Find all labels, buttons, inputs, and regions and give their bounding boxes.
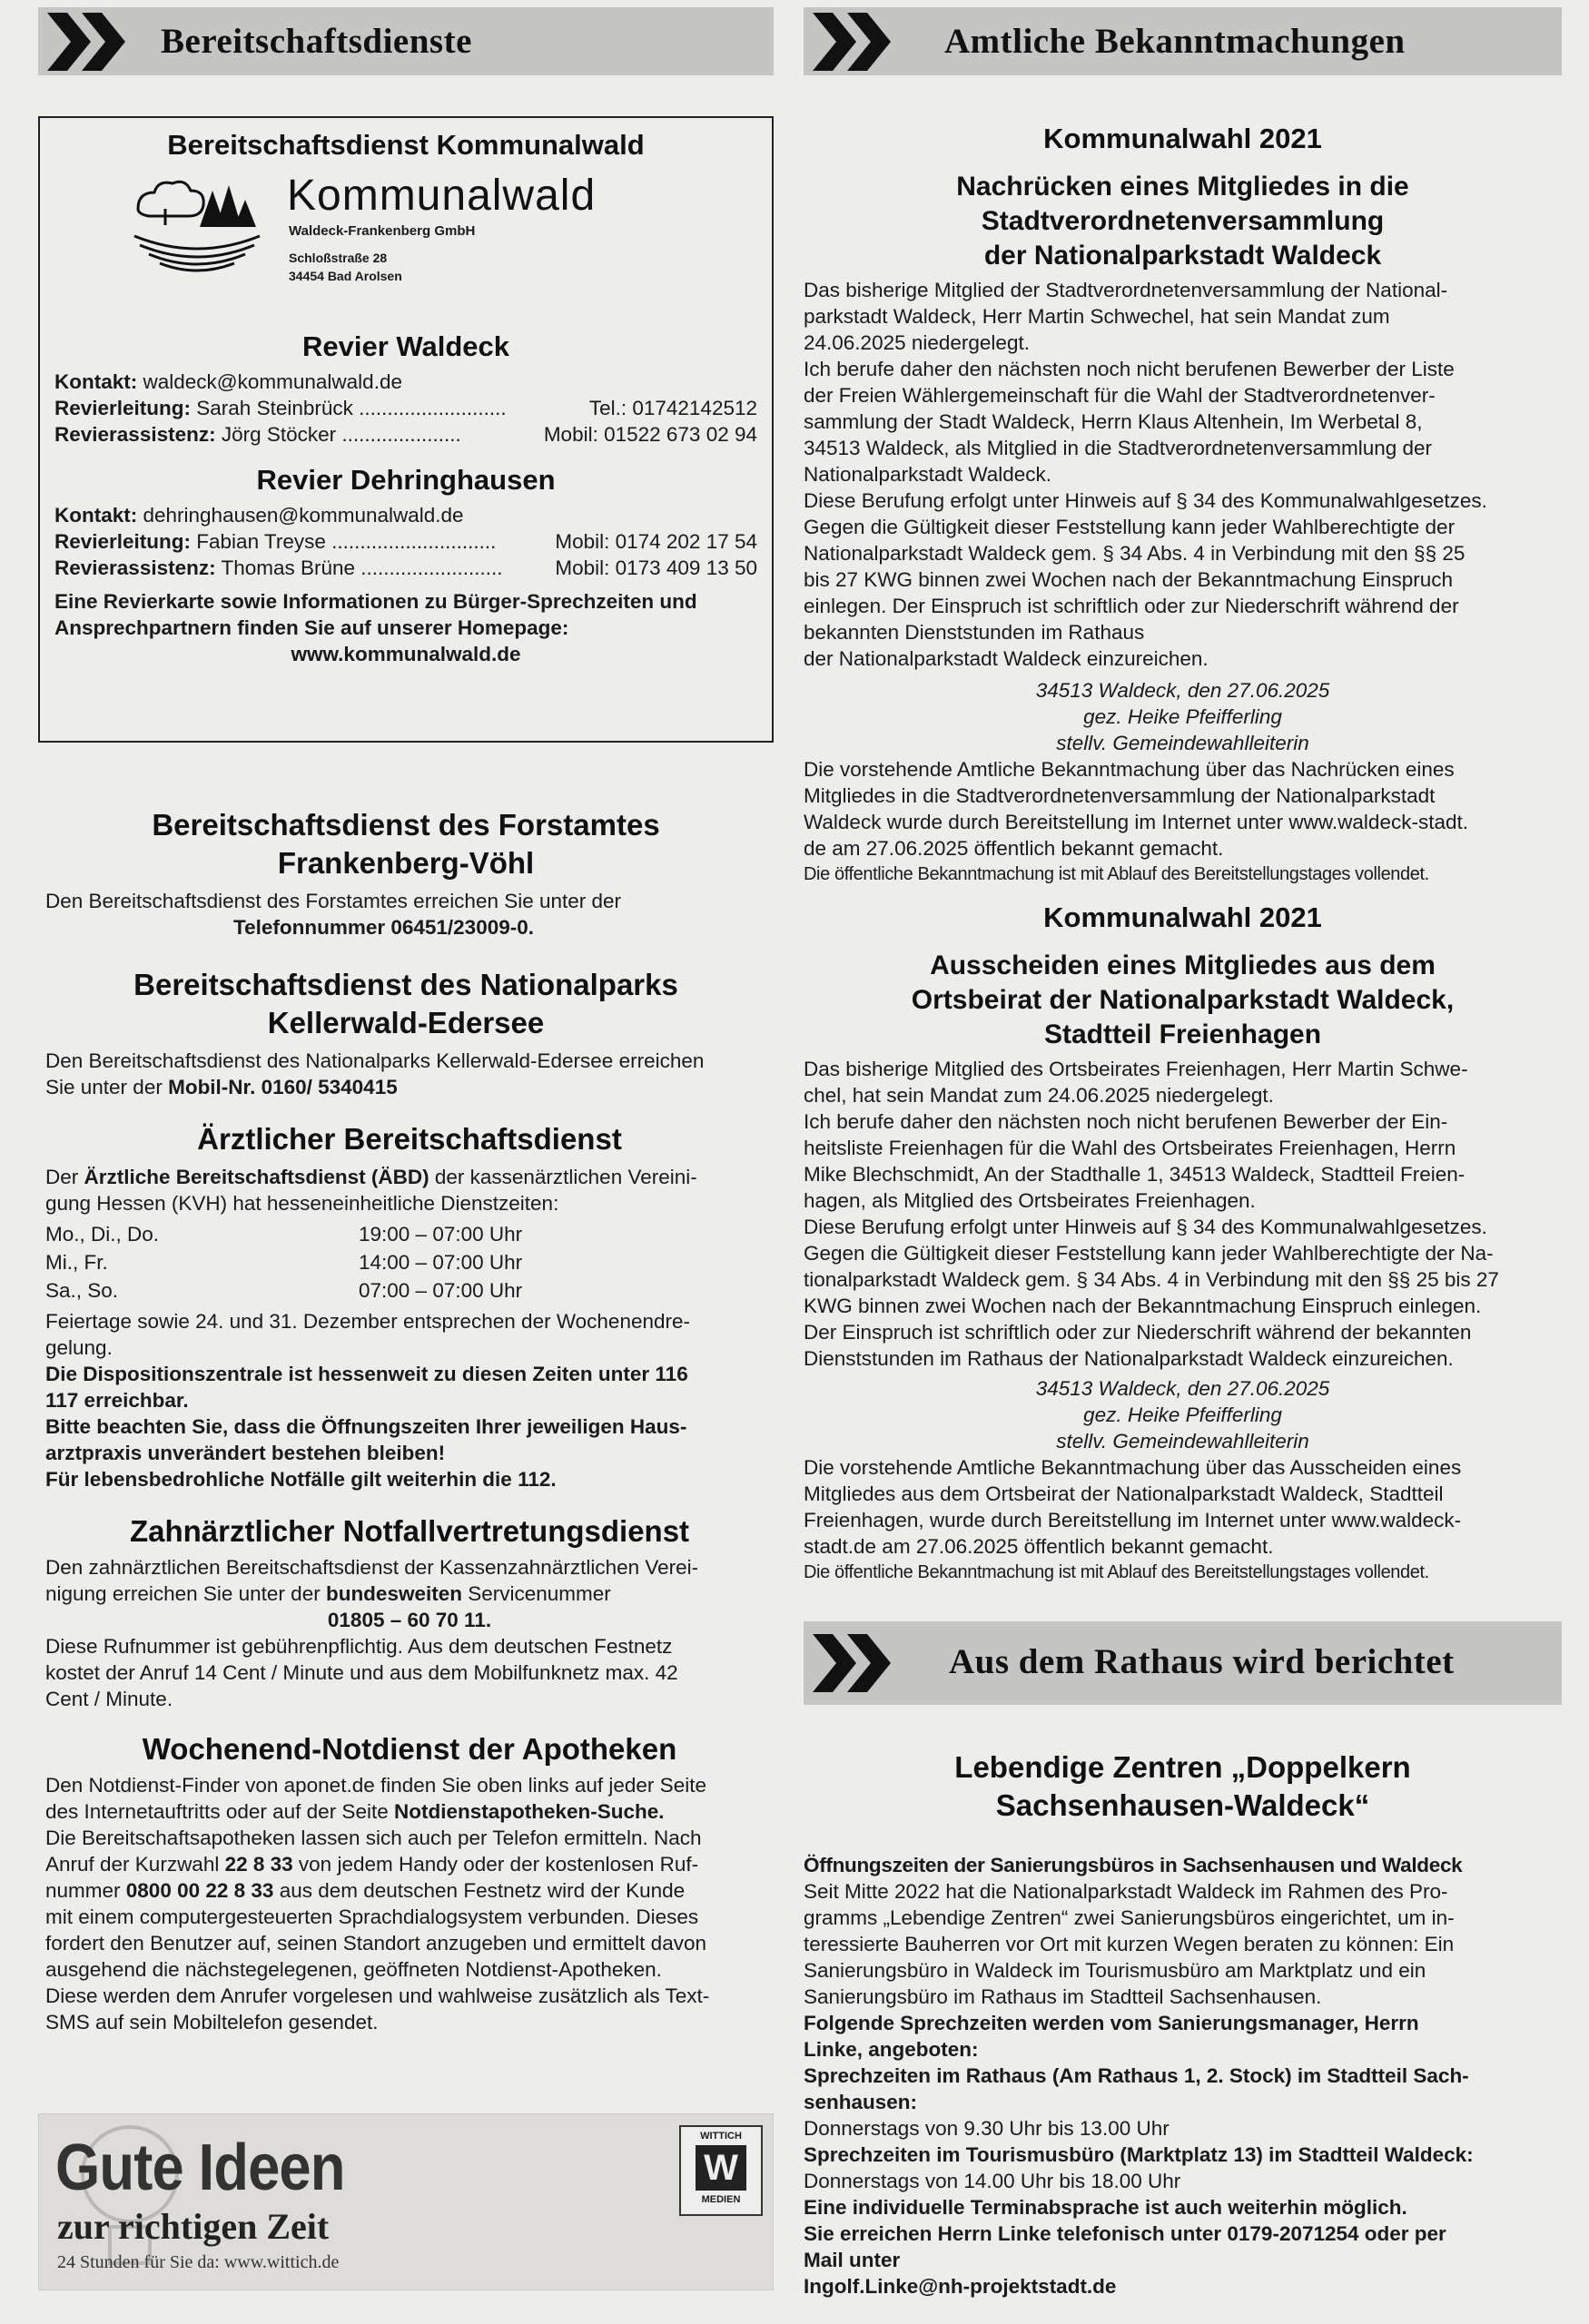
wittich-logo: WITTICH W MEDIEN xyxy=(679,2125,763,2216)
right-column xyxy=(804,7,1562,2299)
arzt-bold-2: 117 erreichbar. xyxy=(45,1389,189,1412)
body-line: Gegen die Gültigkeit dieser Feststellung kann jeder Wahlberechtigte der xyxy=(804,516,1456,538)
apo-line-8: ausgehend die nächstegelegenen, geöffneten Notdienst-Apotheken. xyxy=(45,1958,662,1981)
announcement-publication-note xyxy=(804,756,1562,862)
headline-3: Stadtteil Freienhagen xyxy=(1043,1019,1322,1049)
heading-arzt: Ärztlicher Bereitschaftsdienst xyxy=(197,1122,622,1156)
revier-dehringhausen-lead: Revierleitung: Fabian Treyse ............................. Mobil: 0174 202 17 54 xyxy=(54,530,757,553)
body-line: de am 27.06.2025 öffentlich bekannt gemacht. xyxy=(804,837,1224,860)
body-line: Waldeck wurde durch Bereitstellung im Internet unter www.waldeck-stadt. xyxy=(804,811,1468,833)
signature-role: stellv. Gemeindewahlleiterin xyxy=(1056,732,1309,754)
forest-logo-icon xyxy=(129,172,265,290)
body-line: hagen, als Mitglied des Ortsbeirates Freienhagen. xyxy=(804,1189,1256,1212)
body-line: chel, hat sein Mandat zum 24.06.2025 niedergelegt. xyxy=(804,1084,1274,1107)
headline-1: Ausscheiden eines Mitgliedes aus dem xyxy=(930,950,1436,980)
article-bold-3: Sprechzeiten im Rathaus (Am Rathaus 1, 2. Stock) im Stadtteil Sach- xyxy=(804,2064,1469,2087)
body-line: Freienhagen, wurde durch Bereitstellung im Internet unter www.waldeck- xyxy=(804,1509,1462,1531)
announcement-ausscheiden xyxy=(804,900,1562,1585)
body-line: Ich berufe daher den nächsten noch nicht berufenen Bewerber der Liste xyxy=(804,358,1455,380)
logo-subtitle: Waldeck-Frankenberg GmbH xyxy=(289,223,476,239)
signature-role: stellv. Gemeindewahlleiterin xyxy=(1056,1430,1309,1452)
body-line: Die vorstehende Amtliche Bekanntmachung über das Ausscheiden eines xyxy=(804,1456,1462,1479)
heading-nationalpark-2: Kellerwald-Edersee xyxy=(267,1006,545,1039)
heading-nationalpark-1: Bereitschaftsdienst des Nationalparks xyxy=(133,968,678,1001)
signature-name: gez. Heike Pfeifferling xyxy=(1083,705,1282,728)
ad-headline: Gute Ideen xyxy=(55,2132,345,2204)
times-days: Mi., Fr. xyxy=(45,1251,108,1274)
body-line: Mitgliedes aus dem Ortsbeirat der Nationalparkstadt Waldeck, Stadtteil xyxy=(804,1482,1444,1505)
heading-forstamt-1: Bereitschaftsdienst des Forstamtes xyxy=(152,808,660,842)
kicker-kommunalwahl: Kommunalwahl 2021 xyxy=(1043,123,1322,154)
article-lead: Öffnungszeiten der Sanierungsbüros in Sachsenhausen und Waldeck xyxy=(804,1854,1463,1876)
body-line: Sanierungsbüro in Waldeck im Tourismusbüro am Marktplatz und ein xyxy=(804,1959,1426,1982)
body-line: gramms „Lebendige Zentren“ zwei Sanierungsbüros eingerichtet, um in- xyxy=(804,1906,1455,1929)
arzt-holidays-1: Feiertage sowie 24. und 31. Dezember entsprechen der Wochenendre- xyxy=(45,1310,691,1333)
body-line: Diese Berufung erfolgt unter Hinweis auf § 34 des Kommunalwahlgesetzes. xyxy=(804,1216,1487,1238)
kicker-kommunalwahl: Kommunalwahl 2021 xyxy=(1043,901,1322,933)
announcement-final-note: Die öffentliche Bekanntmachung ist mit Ablauf des Bereitstellungstages vollendet. xyxy=(804,1562,1429,1582)
zahnarzt-section xyxy=(38,1512,774,1712)
body-line: Nationalparkstadt Waldeck gem. § 34 Abs. 4 in Verbindung mit den §§ 25 xyxy=(804,542,1466,565)
apo-line-7: fordert den Benutzer auf, seinen Standort anzugeben und ermittelt davon xyxy=(45,1932,706,1955)
section-title: Bereitschaftsdienste xyxy=(161,22,472,61)
arzt-bold-5: Für lebensbedrohliche Notfälle gilt weiterhin die 112. xyxy=(45,1468,557,1491)
article-hours-2: Donnerstags von 14.00 Uhr bis 18.00 Uhr xyxy=(804,2170,1181,2192)
body-line: parkstadt Waldeck, Herr Martin Schwechel, hat sein Mandat zum xyxy=(804,305,1390,328)
body-line: 34513 Waldeck, als Mitglied in die Stadtverordnetenversammlung der xyxy=(804,437,1433,459)
article-body xyxy=(804,1878,1562,2010)
apo-line-3: Die Bereitschaftsapotheken lassen sich auch per Telefon ermitteln. Nach xyxy=(45,1827,702,1849)
apo-line-2: des Internetauftritts oder auf der Seite Notdienstapotheken-Suche. xyxy=(45,1800,665,1823)
kommunalwald-footer-1: Eine Revierkarte sowie Informationen zu Bürger-Sprechzeiten und xyxy=(54,590,697,613)
wittich-w-icon: W xyxy=(696,2145,746,2191)
signature-date: 34513 Waldeck, den 27.06.2025 xyxy=(1035,679,1330,702)
body-line: Sanierungsbüro im Rathaus im Stadtteil Sachsenhausen. xyxy=(804,1985,1322,2008)
body-line: Nationalparkstadt Waldeck. xyxy=(804,463,1052,486)
nationalpark-text: Den Bereitschaftsdienst des Nationalparks Kellerwald-Edersee erreichen xyxy=(45,1049,705,1072)
heading-forstamt-2: Frankenberg-Vöhl xyxy=(277,846,535,880)
revier-waldeck-lead: Revierleitung: Sarah Steinbrück .......................... Tel.: 01742142512 xyxy=(54,397,757,419)
body-line: bekannten Dienststunden im Rathaus xyxy=(804,621,1145,644)
kommunalwald-box xyxy=(38,116,774,743)
body-line: der Nationalparkstadt Waldeck einzureichen. xyxy=(804,647,1209,670)
apo-line-5: nummer 0800 00 22 8 33 aus dem deutschen Festnetz wird der Kunde xyxy=(45,1879,686,1902)
forstamt-section xyxy=(38,806,774,940)
article-hours-1: Donnerstags von 9.30 Uhr bis 13.00 Uhr xyxy=(804,2117,1170,2140)
body-line: KWG binnen zwei Wochen nach der Bekanntmachung Einspruch einlegen. xyxy=(804,1295,1482,1317)
double-chevron-icon xyxy=(813,13,899,71)
headline-2: Stadtverordnetenversammlung xyxy=(981,206,1385,236)
heading-revier-dehringhausen: Revier Dehringhausen xyxy=(256,464,556,496)
article-lebendige-zentren xyxy=(804,1748,1562,2299)
headline-3: der Nationalparkstadt Waldeck xyxy=(983,241,1382,271)
kommunalwald-logo xyxy=(54,169,757,305)
heading-revier-waldeck: Revier Waldeck xyxy=(301,330,510,362)
body-line: stadt.de am 27.06.2025 öffentlich bekannt gemacht. xyxy=(804,1535,1274,1558)
zahnarzt-number: 01805 – 60 70 11. xyxy=(327,1609,492,1631)
body-line: einlegen. Der Einspruch ist schriftlich oder zur Niederschrift während der xyxy=(804,595,1459,617)
body-line: tionalparkstadt Waldeck gem. § 34 Abs. 4 in Verbindung mit den §§ 25 bis 27 xyxy=(804,1268,1499,1291)
body-line: Seit Mitte 2022 hat die Nationalparkstadt Waldeck im Rahmen des Pro- xyxy=(804,1880,1448,1903)
article-bold-7: Sie erreichen Herrn Linke telefonisch unter 0179-2071254 oder per xyxy=(804,2222,1446,2245)
body-line: Mike Blechschmidt, An der Stadthalle 1, 34513 Waldeck, Stadtteil Freien- xyxy=(804,1163,1466,1186)
body-line: Diese Berufung erfolgt unter Hinweis auf § 34 des Kommunalwahlgesetzes. xyxy=(804,489,1487,512)
announcement-final-note: Die öffentliche Bekanntmachung ist mit Ablauf des Bereitstellungstages vollendet. xyxy=(804,864,1429,884)
times-hours: 14:00 – 07:00 Uhr xyxy=(359,1251,523,1274)
section-banner-rathaus xyxy=(804,1621,1562,1705)
body-line: sammlung der Stadt Waldeck, Herrn Klaus Altenhein, Im Werbetal 8, xyxy=(804,410,1423,433)
body-line: Das bisherige Mitglied der Stadtverordnetenversammlung der National- xyxy=(804,279,1448,301)
signature-name: gez. Heike Pfeifferling xyxy=(1083,1403,1282,1426)
wittich-advertisement[interactable] xyxy=(38,2113,774,2290)
double-chevron-icon xyxy=(47,13,133,71)
section-banner-bereitschaftsdienste xyxy=(38,7,774,75)
nationalpark-phone-line: Sie unter der Mobil-Nr. 0160/ 5340415 xyxy=(45,1076,398,1098)
heading-apotheken: Wochenend-Notdienst der Apotheken xyxy=(142,1732,677,1766)
revier-waldeck-assistant: Revierassistenz: Jörg Stöcker ..................... Mobil: 01522 673 02 94 xyxy=(54,423,757,446)
revier-dehringhausen-assistant: Revierassistenz: Thomas Brüne ......................... Mobil: 0173 409 13 50 xyxy=(54,556,757,579)
zahnarzt-line-5: Cent / Minute. xyxy=(45,1688,173,1710)
body-line: Der Einspruch ist schriftlich oder zur Niederschrift während der bekannten xyxy=(804,1321,1472,1344)
nationalpark-section xyxy=(38,966,774,1100)
ad-subline: zur richtigen Zeit xyxy=(57,2206,330,2247)
section-banner-bekanntmachungen xyxy=(804,7,1562,75)
arzt-line-1: Der Ärztliche Bereitschaftsdienst (ÄBD) der kassenärztlichen Vereini- xyxy=(45,1166,697,1188)
signature-date: 34513 Waldeck, den 27.06.2025 xyxy=(1035,1377,1330,1400)
revier-waldeck-contact: Kontakt: waldeck@kommunalwald.de xyxy=(54,370,402,393)
body-line: heitsliste Freienhagen für die Wahl des Ortsbeirates Freienhagen, Herrn xyxy=(804,1137,1456,1159)
body-line: Ich berufe daher den nächsten noch nicht berufenen Bewerber der Ein- xyxy=(804,1110,1448,1133)
body-line: Dienststunden im Rathaus der Nationalparkstadt Waldeck einzureichen. xyxy=(804,1347,1454,1370)
forstamt-text: Den Bereitschaftsdienst des Forstamtes erreichen Sie unter der xyxy=(45,890,622,912)
ad-url-line: 24 Stunden für Sie da: www.wittich.de xyxy=(57,2252,340,2272)
announcement-publication-note xyxy=(804,1454,1562,1560)
double-chevron-icon xyxy=(813,1634,899,1692)
body-line: bis 27 KWG binnen zwei Wochen nach der Bekanntmachung Einspruch xyxy=(804,568,1453,591)
zahnarzt-line-3: Diese Rufnummer ist gebührenpflichtig. Aus dem deutschen Festnetz xyxy=(45,1635,673,1658)
apo-line-4: Anruf der Kurzwahl 22 8 33 von jedem Handy oder der kostenlosen Ruf- xyxy=(45,1853,699,1876)
kommunalwald-homepage-link[interactable]: www.kommunalwald.de xyxy=(291,643,521,665)
body-line: Die vorstehende Amtliche Bekanntmachung über das Nachrücken eines xyxy=(804,758,1455,781)
headline-2: Ortsbeirat der Nationalparkstadt Waldeck, xyxy=(911,985,1455,1015)
section-title: Amtliche Bekanntmachungen xyxy=(944,22,1406,61)
arzt-bold-3: Bitte beachten Sie, dass die Öffnungszeiten Ihrer jeweiligen Haus- xyxy=(45,1415,687,1438)
times-hours: 07:00 – 07:00 Uhr xyxy=(359,1279,523,1302)
times-hours: 19:00 – 07:00 Uhr xyxy=(359,1223,523,1246)
article-headline-1: Lebendige Zentren „Doppelkern xyxy=(954,1750,1411,1784)
heading-zahnarzt: Zahnärztlicher Notfallvertretungsdienst xyxy=(129,1514,690,1548)
apo-line-6: mit einem computergesteuerten Sprachdialogsystem verbunden. Dieses xyxy=(45,1905,699,1928)
announcement-body xyxy=(804,1056,1562,1372)
announcement-nachruecken xyxy=(804,121,1562,887)
times-days: Mo., Di., Do. xyxy=(45,1223,160,1246)
zahnarzt-line-2: nigung erreichen Sie unter der bundesweiten Servicenummer xyxy=(45,1582,611,1605)
arzt-bold-1: Die Dispositionszentrale ist hessenweit zu diesen Zeiten unter 116 xyxy=(45,1363,688,1385)
zahnarzt-line-4: kostet der Anruf 14 Cent / Minute und aus dem Mobilfunknetz max. 42 xyxy=(45,1661,678,1684)
article-headline-2: Sachsenhausen-Waldeck“ xyxy=(995,1788,1370,1822)
logo-address-city: 34454 Bad Arolsen xyxy=(289,269,402,283)
logo-name: Kommunalwald xyxy=(287,172,597,220)
heading-kommunalwald: Bereitschaftsdienst Kommunalwald xyxy=(167,129,645,161)
article-bold-4: senhausen: xyxy=(804,2091,918,2113)
article-bold-1: Folgende Sprechzeiten werden vom Sanierungsmanager, Herrn xyxy=(804,2012,1419,2034)
left-column xyxy=(38,7,774,2272)
apo-line-9: Diese werden dem Anrufer vorgelesen und wahlweise zusätzlich als Text- xyxy=(45,1984,710,2007)
article-email-link[interactable]: Ingolf.Linke@nh-projektstadt.de xyxy=(804,2275,1117,2298)
body-line: der Freien Wählergemeinschaft für die Wahl der Stadtverordnetenver- xyxy=(804,384,1436,407)
body-line: teressierte Bauherren vor Ort mit kurzen Wegen beraten zu können: Ein xyxy=(804,1933,1455,1955)
article-bold-2: Linke, angeboten: xyxy=(804,2038,979,2061)
arzt-bold-4: arztpraxis unverändert bestehen bleiben! xyxy=(45,1442,446,1464)
announcement-body xyxy=(804,277,1562,672)
body-line: 24.06.2025 niedergelegt. xyxy=(804,331,1030,354)
body-line: Das bisherige Mitglied des Ortsbeirates Freienhagen, Herr Martin Schwe- xyxy=(804,1058,1468,1080)
apo-line-1: Den Notdienst-Finder von aponet.de finden Sie oben links auf jeder Seite xyxy=(45,1774,706,1797)
forstamt-phone: Telefonnummer 06451/23009-0. xyxy=(233,916,534,939)
arzt-times-table xyxy=(45,1220,774,1305)
body-line: Gegen die Gültigkeit dieser Feststellung kann jeder Wahlberechtigte der Na- xyxy=(804,1242,1494,1265)
zahnarzt-line-1: Den zahnärztlichen Bereitschaftsdienst der Kassenzahnärztlichen Verei- xyxy=(45,1556,699,1579)
section-title: Aus dem Rathaus wird berichtet xyxy=(949,1642,1455,1681)
arzt-holidays-2: gelung. xyxy=(45,1336,113,1359)
kommunalwald-footer-2: Ansprechpartnern finden Sie auf unserer Homepage: xyxy=(54,616,569,639)
times-days: Sa., So. xyxy=(45,1279,119,1302)
logo-address-street: Schloßstraße 28 xyxy=(289,251,388,265)
apotheken-section xyxy=(38,1730,774,2035)
revier-dehringhausen-contact: Kontakt: dehringhausen@kommunalwald.de xyxy=(54,504,464,527)
arzt-line-2: gung Hessen (KVH) hat hesseneinheitliche Dienstzeiten: xyxy=(45,1192,559,1215)
body-line: Mitgliedes in die Stadtverordnetenversammlung der Nationalparkstadt xyxy=(804,784,1436,807)
article-bold-5: Sprechzeiten im Tourismusbüro (Marktplatz 13) im Stadtteil Waldeck: xyxy=(804,2143,1474,2166)
headline-1: Nachrücken eines Mitgliedes in die xyxy=(956,172,1409,202)
apo-line-10: SMS auf sein Mobiltelefon gesendet. xyxy=(45,2011,379,2034)
arzt-section xyxy=(38,1120,774,1492)
article-bold-6: Eine individuelle Terminabsprache ist auch weiterhin möglich. xyxy=(804,2196,1407,2219)
article-bold-8: Mail unter xyxy=(804,2249,901,2271)
